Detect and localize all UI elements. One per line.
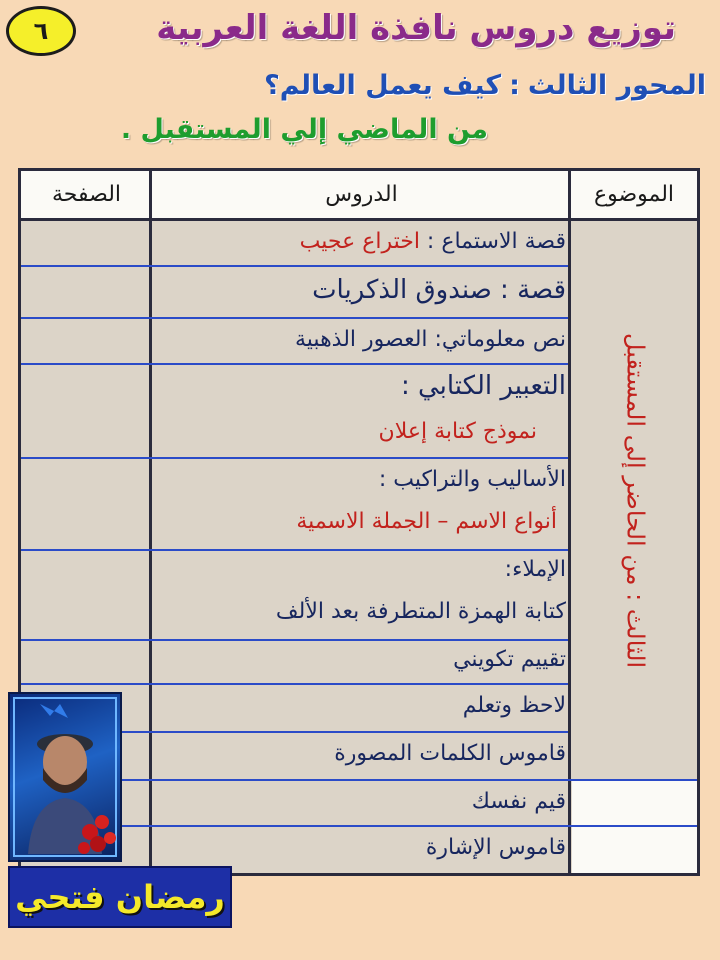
header-topic: الموضوع <box>571 171 697 221</box>
page-title: توزيع دروس نافذة اللغة العربية <box>156 8 676 48</box>
lesson-row-6-detail: كتابة الهمزة المتطرفة بعد الألف <box>275 599 566 624</box>
lesson-row-11: قاموس الإشارة <box>425 835 566 860</box>
row-divider <box>21 457 568 459</box>
author-photo <box>8 692 122 862</box>
lesson-row-6: الإملاء: <box>504 557 566 582</box>
axis-separator: : <box>509 70 520 101</box>
row-divider <box>21 683 568 685</box>
lesson-row-5: الأساليب والتراكيب : <box>378 467 566 492</box>
lesson-row-7: تقييم تكويني <box>453 647 566 672</box>
person-icon <box>10 694 120 860</box>
topic-text: الثالث : من الحاضر إلى المستقبل <box>621 333 650 669</box>
author-name: رمضان فتحي <box>8 866 232 928</box>
lesson-row-9: قاموس الكلمات المصورة <box>334 741 566 766</box>
header-lessons: الدروس <box>152 171 571 221</box>
lesson-row-10: قيم نفسك <box>471 789 566 814</box>
row-divider <box>21 317 568 319</box>
axis-label: المحور الثالث <box>527 70 706 101</box>
column-divider <box>568 171 571 873</box>
row-divider <box>21 639 568 641</box>
lesson-row-2: قصة : صندوق الذكريات <box>312 275 566 305</box>
lesson-prefix: قصة الاستماع : <box>419 229 566 254</box>
header-page: الصفحة <box>21 171 152 221</box>
row-divider <box>21 265 568 267</box>
lesson-row-5-detail: أنواع الاسم – الجملة الاسمية <box>296 509 557 534</box>
subtitle: من الماضي إلي المستقبل . <box>120 114 488 145</box>
topic-cell <box>574 221 697 781</box>
lesson-row-8: لاحظ وتعلم <box>462 693 566 718</box>
empty-cell <box>572 827 697 873</box>
page-number-badge: ٦ <box>6 6 76 56</box>
axis-heading <box>264 70 706 101</box>
lesson-row-1 <box>300 229 566 254</box>
lesson-row-3: نص معلوماتي: العصور الذهبية <box>295 327 566 352</box>
lesson-highlight: اختراع عجيب <box>299 229 420 254</box>
column-divider <box>149 171 152 873</box>
row-divider <box>21 363 568 365</box>
lesson-row-4-detail: نموذج كتابة إعلان <box>378 419 537 444</box>
empty-cell <box>572 781 697 825</box>
lesson-row-4: التعبير الكتابي : <box>400 371 566 401</box>
row-divider <box>21 549 568 551</box>
axis-name: كيف يعمل العالم؟ <box>264 70 502 101</box>
